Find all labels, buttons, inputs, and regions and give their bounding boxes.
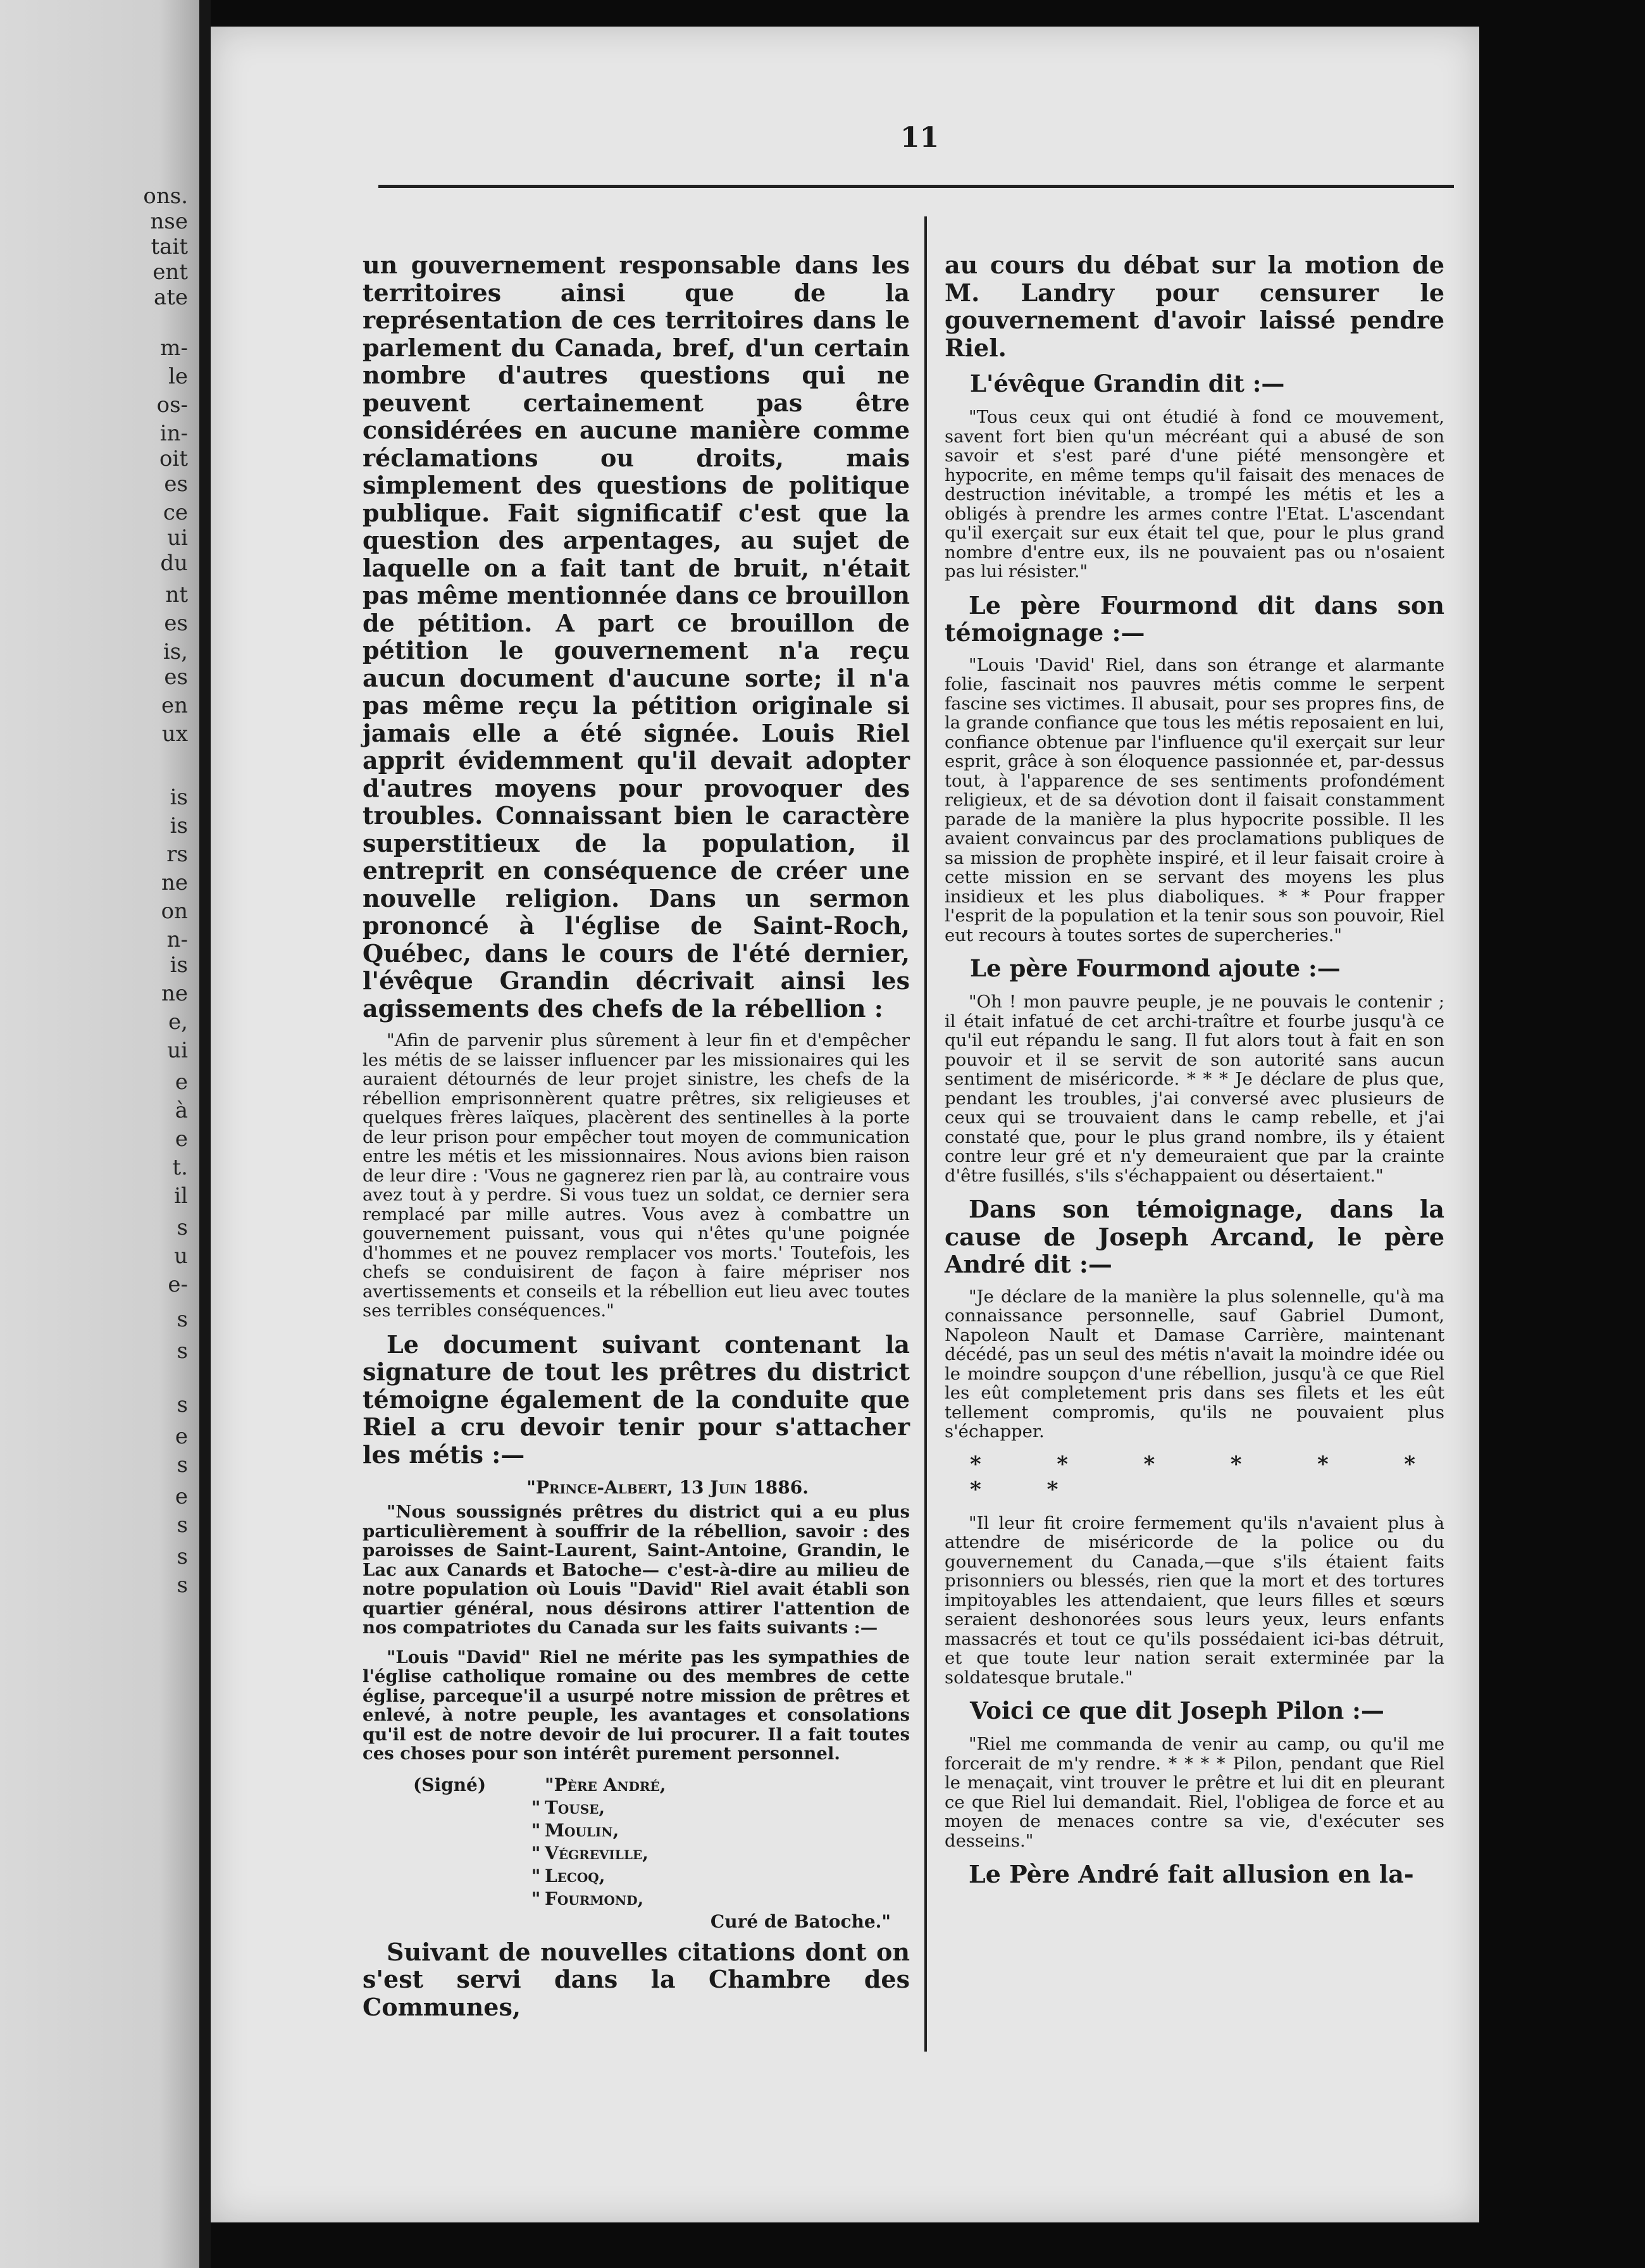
- previous-page-fragment: ate: [153, 285, 188, 310]
- paragraph: Le document suivant contenant la signature de tout les prêtres du district témoigne également de la conduite que Riel a cru devoir tenir pour s'attacher les métis :—: [363, 1330, 910, 1469]
- quotation: "Riel me commanda de venir au camp, ou qu'il me forcerait de m'y rendre. * * * * Pilon, pendant que Riel le menaçait, vint trouver le prêtre et lui dit en pleurant ce que Riel lui demandait. Riel, l'obligea de force et au moyen de menaces contre sa vie, d'exécuter ses desseins.": [945, 1734, 1444, 1851]
- book-gutter: [199, 0, 211, 2268]
- previous-page-fragment: t.: [172, 1155, 188, 1180]
- document-page: [211, 27, 1479, 2222]
- paragraph: Suivant de nouvelles citations dont on s'est servi dans la Chambre des Communes,: [363, 1937, 910, 2021]
- paragraph: Le Père André fait allusion en la-: [969, 1860, 1414, 1888]
- previous-page-fragment: du: [160, 551, 188, 576]
- previous-page-fragment: ui: [167, 1038, 188, 1063]
- previous-page-fragment: ent: [152, 259, 188, 285]
- previous-page-fragment: s: [177, 1452, 188, 1478]
- previous-page-fragment: s: [177, 1512, 188, 1538]
- previous-page-fragment: s: [177, 1392, 188, 1418]
- column-divider: [924, 216, 927, 2052]
- quotation: "Tous ceux qui ont étudié à fond ce mouvement, savent fort bien qu'un mécréant qui a abusé de son savoir et s'est paré d'une piété mensongère et hypocrite, en même temps qu'il faisait des menaces de destruction inévitable, a trompé les métis et les a obligés à prendre les armes contre l'Etat. L'ascendant qu'il exerçait sur eux était tel que, pour le plus grand nombre d'entre eux, ils ne pouvaient pas ou n'osaient pas lui résister.": [945, 407, 1444, 582]
- signatory: "Père André,: [545, 1774, 666, 1795]
- section-heading: Dans son témoignage, dans la cause de Joseph Arcand, le père André dit :—: [945, 1195, 1444, 1278]
- previous-page-fragment: u: [174, 1243, 188, 1269]
- signature-closing: Curé de Batoche.": [710, 1910, 891, 1932]
- previous-page-fragment: s: [177, 1215, 188, 1240]
- quotation: "Oh ! mon pauvre peuple, je ne pouvais le contenir ; il était infatué de cet archi-traître et fourbe jusqu'à ce qu'il eut répandu le sang. Il fut alors tout à fait en son pouvoir et il se servit de son autorité sans aucun sentiment de miséricorde. * * * Je déclare de plus que, pendant les troubles, j'ai conversé avec plusieurs de ceux qui se trouvaient dans le camp rebelle, et j'ai constaté que, pour le plus grand nombre, ils y étaient contre leur gré et n'y demeuraient que par la crainte d'être fusillés, s'ils s'échappaient ou désertaient.": [945, 992, 1444, 1186]
- header-rule: [378, 185, 1454, 188]
- letter-dateline: "Prince-Albert, 13 Juin 1886.: [526, 1477, 809, 1498]
- previous-page-fragment: nse: [150, 209, 188, 234]
- previous-page-fragment: in-: [159, 421, 188, 446]
- previous-page-fragment: e,: [168, 1009, 188, 1035]
- previous-page-fragment: s: [177, 1338, 188, 1364]
- signatory: " Lecoq,: [531, 1865, 605, 1886]
- previous-page-fragment: e: [175, 1484, 188, 1509]
- signatory: " Touse,: [531, 1797, 605, 1818]
- previous-page-fragment: es: [164, 664, 188, 690]
- signatory: " Fourmond,: [531, 1888, 644, 1909]
- previous-page-fragment: le: [168, 364, 188, 389]
- previous-page-fragment: nt: [165, 582, 188, 608]
- signatory-list: [527, 1774, 666, 1910]
- page-number: 11: [900, 122, 940, 154]
- paragraph: au cours du débat sur la motion de M. Landry pour censurer le gouvernement d'avoir laissé pendre Riel.: [945, 251, 1444, 362]
- previous-page-fragment: ne: [161, 981, 188, 1006]
- signatory: " Végreville,: [531, 1842, 649, 1864]
- previous-page-fragment: is: [170, 813, 188, 838]
- previous-page-fragment: il: [174, 1183, 188, 1209]
- previous-page-fragment: es: [164, 611, 188, 636]
- previous-page-fragment: à: [175, 1098, 188, 1123]
- previous-page-fragment: e: [175, 1424, 188, 1449]
- previous-page-fragment: rs: [166, 842, 188, 867]
- section-heading: Voici ce que dit Joseph Pilon :—: [970, 1697, 1384, 1724]
- previous-page-fragment: ui: [167, 525, 188, 551]
- previous-page-fragment: oit: [159, 446, 188, 471]
- quotation: "Afin de parvenir plus sûrement à leur fin et d'empêcher les métis de se laisser influencer par les missionaires qui les auraient détournés de leur projet sinistre, les chefs de la rébellion emprisonnèrent quatre prêtres, six religieuses et quelques frères laïques, placèrent des sentinelles à la porte de leur prison pour empêcher tout moyen de communication entre les métis et les missionnaires. Nous avions bien raison de leur dire : 'Vous ne gagnerez rien par là, au contraire vous avez tout à y perdre. Si vous tuez un soldat, ce dernier sera remplacé par mille autres. Vous avez à combattre un gouvernement puissant, vous qui n'êtes qu'une poignée d'hommes et ne pouvez remplacer vos morts.' Toutefois, les chefs se conduisirent de façon à faire mépriser nos avertissements et conseils et la rébellion eut lieu avec toutes ses terribles conséquences.": [363, 1030, 910, 1321]
- signature-block: [363, 1774, 910, 1938]
- previous-page-fragment: m-: [160, 335, 188, 361]
- previous-page-fragment: es: [164, 471, 188, 497]
- previous-page-fragment: is: [170, 785, 188, 810]
- previous-page-fragment: s: [177, 1573, 188, 1598]
- signatory: " Moulin,: [531, 1819, 619, 1841]
- right-column: [945, 251, 1444, 1897]
- previous-page-fragment: os-: [156, 392, 188, 418]
- previous-page-fragment: ne: [161, 870, 188, 895]
- previous-page-fragment: ux: [161, 721, 188, 747]
- quotation: "Louis 'David' Riel, dans son étrange et alarmante folie, fascinait nos pauvres métis comme le serpent fascine ses victimes. Il abusait, pour ses propres fins, de la grande confiance que tous les métis reposaient en lui, confiance obtenue par l'influence qu'il exerçait sur leur esprit, grâce à son éloquence passionnée et, par-dessus tout, à l'apparence de ses sentiments profondément religieux, et de sa dévotion dont il faisait constamment parade de la manière la plus hypocrite possible. Il les avaient convaincus par des proclamations publiques de sa mission de prophète inspiré, et il leur faisait croire à cette mission en se servant des moyens les plus insidieux et les plus diaboliques. * * Pour frapper l'esprit de la population et la tenir sous son pouvoir, Riel eut recours à toutes sortes de supercheries.": [945, 654, 1444, 945]
- previous-page-fragment: e: [175, 1126, 188, 1152]
- quotation: "Nous soussignés prêtres du district qui a eu plus particulièrement à souffrir de la rébellion, savoir : des paroisses de Saint-Laurent, Saint-Antoine, Grandin, le Lac aux Canards et Batoche— c'est-à-dire au milieu de notre population où Louis "David" Riel avait établi son quartier général, nous désirons attirer l'attention de nos compatriotes du Canada sur les faits suivants :—: [363, 1502, 910, 1638]
- previous-page-fragment: s: [177, 1307, 188, 1332]
- quotation: "Je déclare de la manière la plus solennelle, qu'à ma connaissance personnelle, sauf Gabriel Dumont, Napoleon Nault et Damase Carrière, maintenant décédé, pas un seul des métis n'avait la moindre idée ou le moindre soupçon d'une rébellion, jusqu'à ce que Riel les eût completement pris dans ses filets et les eût tellement compromis, qu'ils ne pouvaient plus s'échapper.: [945, 1286, 1444, 1442]
- previous-page-fragment: is: [170, 952, 188, 978]
- paragraph: un gouvernement responsable dans les territoires ainsi que de la représentation de ces territoires dans le parlement du Canada, bref, d'un certain nombre d'autres questions qui ne peuvent certainement pas être considérées en aucune manière comme réclamations ou droits, mais simplement des questions de politique publique. Fait significatif c'est que la question des arpentages, au sujet de laquelle on a fait tant de bruit, n'était pas même mentionnée dans ce brouillon de pétition. A part ce brouillon de pétition le gouvernement n'a reçu aucun document d'aucune sorte; il n'a pas même reçu la pétition originale si jamais elle a été signée. Louis Riel apprit évidemment qu'il devait adopter d'autres moyens pour provoquer des troubles. Connaissant bien le caractère superstitieux de la population, il entreprit en conséquence de créer une nouvelle religion. Dans un sermon prononcé à l'église de Saint-Roch, Québec, dans le cours de l'été dernier, l'évêque Grandin décrivait ainsi les agissements des chefs de la rébellion :: [363, 251, 910, 1023]
- previous-page-edge: [0, 0, 199, 2268]
- previous-page-fragment: e: [175, 1069, 188, 1095]
- section-heading: Le père Fourmond dit dans son témoignage :—: [945, 590, 1444, 647]
- previous-page-fragment: is,: [163, 639, 188, 664]
- signature-label: (Signé): [413, 1774, 487, 1795]
- previous-page-fragment: on: [161, 899, 188, 924]
- ellipsis-separator: * * * * * * * *: [970, 1451, 1444, 1502]
- previous-page-fragment: ce: [163, 500, 188, 525]
- previous-page-fragment: s: [177, 1544, 188, 1569]
- previous-page-fragment: e-: [168, 1272, 188, 1297]
- previous-page-fragment: en: [161, 693, 188, 718]
- section-heading: L'évêque Grandin dit :—: [970, 370, 1285, 397]
- quotation: "Il leur fit croire fermement qu'ils n'avaient plus à attendre de miséricorde de la police ou du gouvernement du Canada,—que s'ils étaient faits prisonniers ou blessés, rien que la mort et des tortures impitoyables les attendaient, que leurs filles et sœurs seraient deshonorées sous leurs yeux, leurs enfants massacrés et tout ce qu'ils possédaient ici-bas détruit, et que toute leur nation serait exterminée par la soldatesque brutale.": [945, 1512, 1444, 1688]
- section-heading: Le père Fourmond ajoute :—: [970, 954, 1341, 982]
- previous-page-fragment: tait: [151, 234, 188, 259]
- previous-page-fragment: n-: [166, 927, 188, 952]
- previous-page-fragment: ons.: [143, 184, 188, 209]
- quotation: "Louis "David" Riel ne mérite pas les sympathies de l'église catholique romaine ou des membres de cette église, parceque'il a usurpé notre mission de prêtres et enlevé, à notre peuple, les avantages et consolations qu'il est de notre devoir de lui procurer. Il a fait toutes ces choses pour son intérêt purement personnel.: [363, 1647, 910, 1764]
- left-column: [363, 251, 910, 2029]
